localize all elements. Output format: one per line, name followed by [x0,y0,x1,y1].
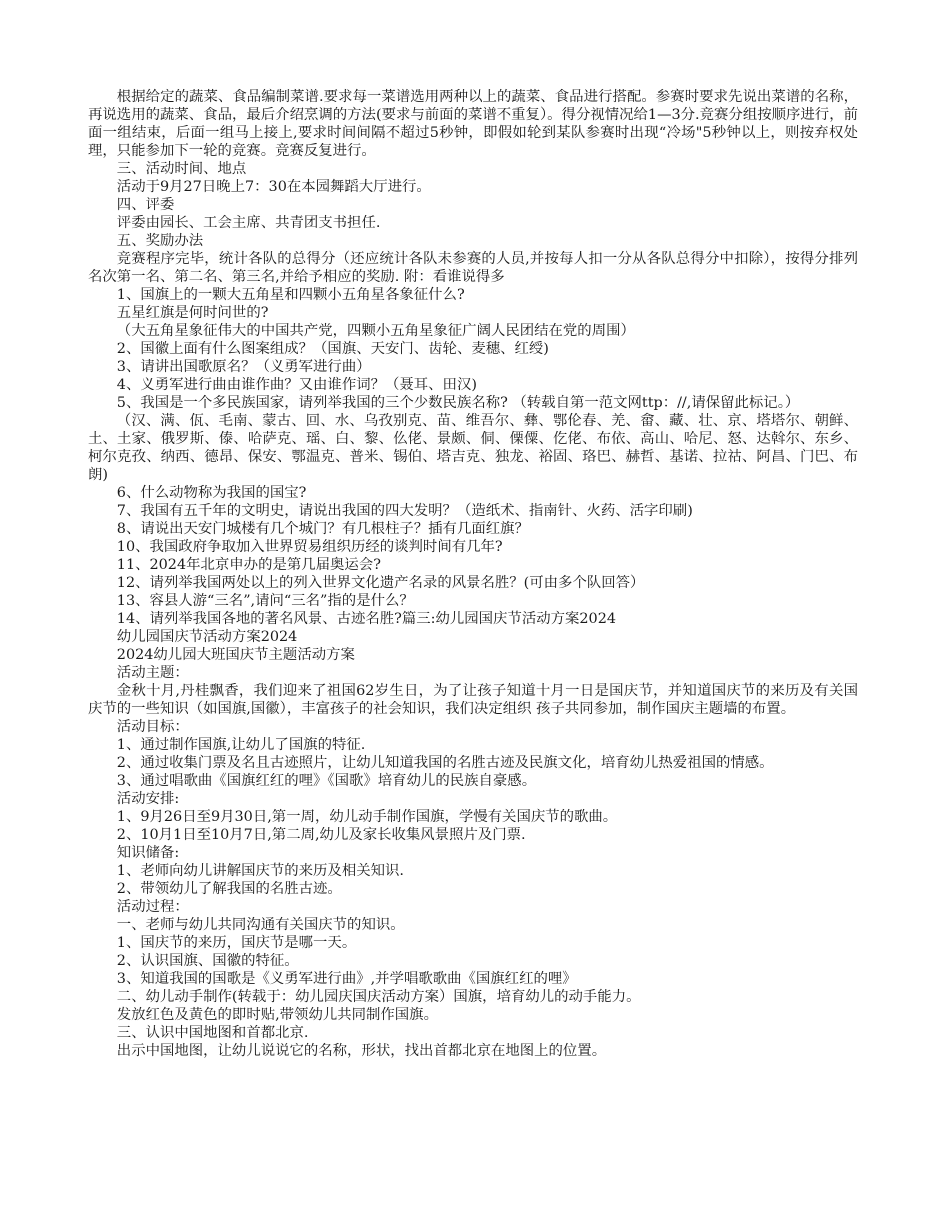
quiz-question: 11、2024年北京申办的是第几届奥运会? [116,557,381,573]
quiz-question: 4、义勇军进行曲由谁作曲？又由谁作词？（聂耳、田汉) [116,377,477,393]
list-item: 1、国庆节的来历，国庆节是哪一天。 [116,935,357,951]
document-page [88,88,858,1060]
list-item: 2、认识国旗、国徽的特征。 [116,953,299,969]
quiz-question: 12、请列举我国两处以上的列入世界文化遗产名录的风景名胜？(可由多个队回答） [116,575,645,591]
paragraph: 竞赛程序完毕，统计各队的总得分（还应统计各队未参赛的人员,并按每人扣一分从各队总得分中扣除），按得分排列名次第一名、第二名、第三名,并给予相应的奖励. 附：看谁说得多 [88,251,858,285]
quiz-question: 3、请讲出国歌原名？（义勇军进行曲） [116,359,371,375]
paragraph: 金秋十月,丹桂飘香，我们迎来了祖国62岁生日，为了让孩子知道十月一日是国庆节，并知道国庆节的来历及有关国庆节的一些知识（如国旗,国徽），丰富孩子的社会知识，我们决定组织 孩子共同参加，制作国庆主题墙的布置。 [88,683,858,717]
quiz-answer: （大五角星象征伟大的中国共产党，四颗小五角星象征广阔人民团结在党的周围） [116,323,635,339]
quiz-question: 13、容县人游“三名”,请问“三名”指的是什么？ [116,593,414,609]
list-item: 1、通过制作国旗,让幼儿了国旗的特征. [116,737,366,753]
quiz-question: 2、国徽上面有什么图案组成？（国旗、天安门、齿轮、麦穗、红绶) [116,341,549,357]
list-item: 三、认识中国地图和首都北京. [116,1025,309,1041]
quiz-answer: （汉、满、佤、毛南、蒙古、回、水、乌孜别克、苗、维吾尔、彝、鄂伦春、羌、畲、藏、壮、京、塔塔尔、朝鲜、土、土家、俄罗斯、傣、哈萨克、瑶、白、黎、仫佬、景颇、侗、傈僳、仡佬、布依、高山、哈尼、怒、达斡尔、东乡、柯尔克孜、纳西、德昂、保安、鄂温克、普米、锡伯、塔吉克、独龙、裕固、珞巴、赫哲、基诺、拉祜、阿昌、门巴、布朗) [88,413,858,483]
list-item: 2、通过收集门票及名且古迹照片，让幼儿知道我国的名胜古迹及民旗文化，培育幼儿热爱祖国的情感。 [116,755,774,771]
section-heading: 五、奖励办法 [116,233,204,249]
section-heading: 三、活动时间、地点 [116,161,247,177]
quiz-question: 8、请说出天安门城楼有几个城门？有几根柱子？插有几面红旗？ [116,521,529,537]
list-item: 3、通过唱歌曲《国旗红红的哩》《国歌》培育幼儿的民族自豪感。 [116,773,537,789]
quiz-question: 10、我国政府争取加入世界贸易组织历经的谈判时间有几年? [116,539,503,555]
section-heading: 活动过程： [116,899,189,915]
list-item: 1、9月26日至9月30日,第一周，幼儿动手制作国旗，学慢有关国庆节的歌曲。 [116,809,618,825]
list-item: 1、老师向幼儿讲解国庆节的来历及相关知识. [116,863,404,879]
quiz-question: 1、国旗上的一颗大五角星和四颗小五角星各象征什么? [116,287,465,303]
list-item: 二、幼儿动手制作(转载于：幼儿园庆国庆活动方案）国旗，培育幼儿的动手能力。 [116,989,641,1005]
quiz-question: 五星红旗是何时问世的? [116,305,269,321]
paragraph: 活动于9月27日晚上7：30在本园舞蹈大厅进行。 [116,179,431,195]
paragraph: 发放红色及黄色的即时贴,带领幼儿共同制作国旗。 [116,1007,438,1023]
list-item: 一、老师与幼儿共同沟通有关国庆节的知识。 [116,917,405,933]
quiz-question: 7、我国有五千年的文明史，请说出我国的四大发明？（造纸术、指南针、火药、活字印刷) [116,503,693,519]
list-item: 2、带领幼儿了解我国的名胜古迹。 [116,881,342,897]
list-item: 2、10月1日至10月7日,第二周,幼儿及家长收集风景照片及门票. [116,827,526,843]
quiz-question: 14、请列举我国各地的著名风景、古迹名胜?篇三:幼儿园国庆节活动方案2024 [116,611,617,627]
list-item: 3、知道我国的国歌是《义勇军进行曲》,并学唱歌歌曲《国旗红红的哩》 [116,971,577,987]
document-subtitle: 2024幼儿园大班国庆节主题活动方案 [116,647,355,663]
section-heading: 活动主题： [116,665,189,681]
paragraph: 评委由园长、工会主席、共青团支书担任. [116,215,381,231]
section-heading: 四、评委 [116,197,175,213]
paragraph: 出示中国地图，让幼儿说说它的名称，形状，找出首都北京在地图上的位置。 [116,1043,607,1059]
quiz-question: 5、我国是一个多民族国家，请列举我国的三个少数民族名称? （转载自第一范文网ttp：//,请保留此标记。） [116,395,800,411]
paragraph: 根据给定的蔬菜、食品编制菜谱.要求每一菜谱选用两种以上的蔬菜、食品进行搭配。参赛时要求先说出菜谱的名称，再说选用的蔬菜、食品，最后介绍烹调的方法(要求与前面的菜谱不重复）。得分视情况给1—3分.竞赛分组按顺序进行，前面一组结束，后面一组马上接上,要求时间间隔不超过5秒钟，即假如轮到某队参赛时出现“冷场"5秒钟以上，则按弃权处理，只能参加下一轮的竞赛。竞赛反复进行。 [88,89,858,159]
quiz-question: 6、什么动物称为我国的国宝? [116,485,307,501]
section-heading: 活动目标： [116,719,189,735]
document-title: 幼儿园国庆节活动方案2024 [116,629,298,645]
section-heading: 活动安排: [116,791,180,807]
section-heading: 知识储备: [116,845,180,861]
